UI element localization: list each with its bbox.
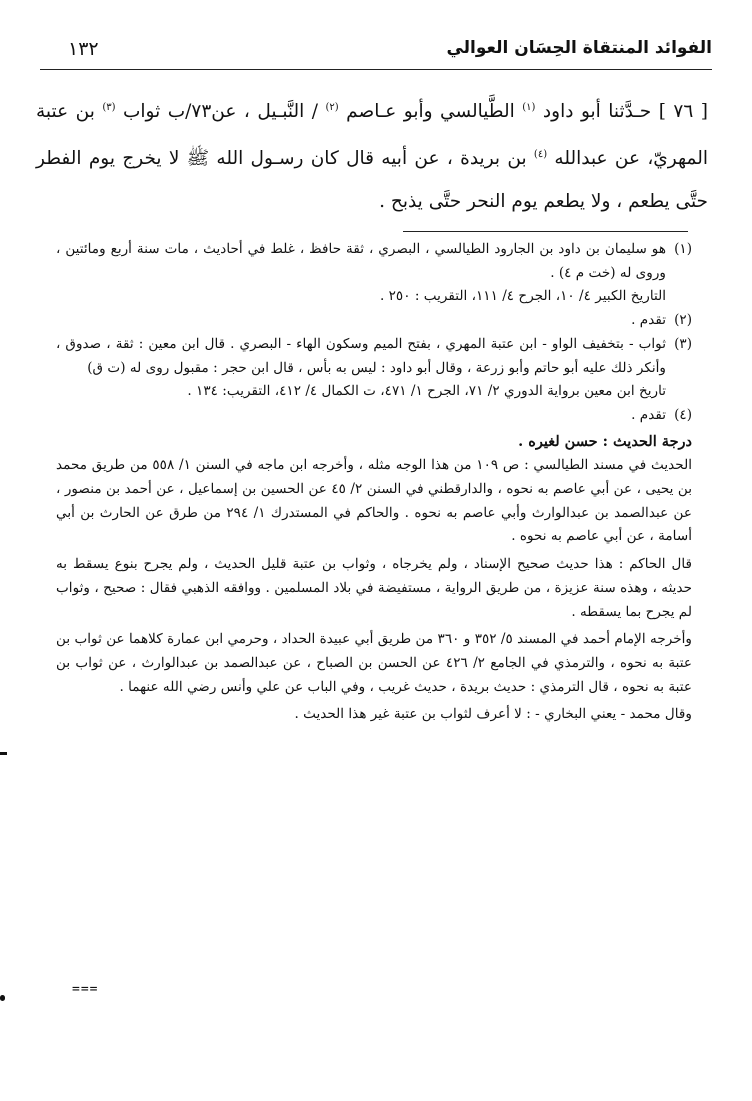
- takhrij-discussion: [56, 454, 692, 727]
- footnote-line: تقدم .: [631, 406, 666, 423]
- footnote-line: ثواب - بتخفيف الواو - ابن عتبة المهري ، بفتح الميم وسكون الهاء - البصري . قال ابن معين : ثقة ، صدوق ، وأنكر ذلك عليه أبو حاتم وأبو زرعة ، وقال أبو داود : ليس به بأس ، قال ابن حجر : مقبول روى له (ت ق): [56, 335, 666, 376]
- footnote-line: تقدم .: [631, 312, 666, 329]
- footnote-marker: (٣): [102, 102, 116, 113]
- footnote: [56, 333, 692, 404]
- discussion-paragraph: وأخرجه الإمام أحمد في المسند ٥/ ٣٥٢ و ٣٦٠ من طريق أبي عبيدة الحداد ، وحرمي ابن عمارة كلاهما عن ثواب بن عتبة به نحوه ، والترمذي في الجامع ٢/ ٤٢٦ عن الحسن بن الصباح ، عن عبدالصمد بن عبدالوارث ، عن ثواب بن عتبة به نحوه ، قال الترمذي : حديث بريدة ، حديث غريب ، وفي الباب عن علي وأنس رضي الله عنهما .: [56, 631, 692, 695]
- book-title: الفوائد المنتقاة الحِسَان العوالي: [446, 38, 712, 58]
- footnotes-section: [56, 238, 692, 727]
- footnote-number: (٤): [674, 406, 692, 423]
- footnote-number: (١): [674, 241, 692, 257]
- footnote-marker: (٤): [533, 149, 548, 161]
- hadith-grade: درجة الحديث : حسن لغيره .: [518, 432, 692, 450]
- footnote-number: (٢): [674, 312, 692, 329]
- hadith-segment: بن بريدة ، عن أبيه قال كان رسـول الله ﷺ لا يخرج يوم الفطر حتَّى يطعم ، ولا يطعم يوم النحر حتَّى يذبح .: [36, 148, 708, 213]
- discussion-paragraph: قال الحاكم : هذا حديث صحيح الإسناد ، ولم يخرجاه ، وثواب بن عتبة قليل الحديث ، ولم يجرح بنوع يسقط به حديثه ، وهذه سنة عزيزة ، من طريق الرواية ، مستفيضة في بلاد المسلمين . ووافقه الذهبي فقال : صحيح ، وثواب لم يجرح بما يسقطه .: [56, 556, 692, 620]
- footnote: [56, 404, 692, 428]
- footnote-marker: (١): [522, 102, 536, 113]
- footnote: [56, 238, 692, 309]
- footnote-marker: (٢): [325, 102, 339, 113]
- hadith-segment: / النَّبـيل ، عن: [211, 101, 326, 123]
- footnote: [56, 309, 692, 333]
- discussion-paragraph: الحديث في مسند الطيالسي : ص ١٠٩ من هذا الوجه مثله ، وأخرجه ابن ماجه في السنن ١/ ٥٥٨ من طريق محمد بن يحيى ، عن أبي عاصم به نحوه ، والدارقطني في السنن ٢/ ٤٥ عن الحسين بن إسماعيل ، عن أحمد بن منصور ، عن عبدالصمد بن عبدالوارث وأبي عاصم به نحوه . والحاكم في المستدرك ١/ ٢٩٤ من طرق عن الحارث بن أبي أسامة ، عن أبي عاصم به نحوه .: [56, 457, 693, 545]
- scan-margin-mark: [0, 752, 7, 755]
- hadith-segment: [ ٧٦ ] حـدَّثنا أبو داود: [535, 101, 708, 123]
- footnote-number: (٣): [674, 335, 692, 352]
- end-mark: ===: [72, 982, 99, 997]
- manuscript-folio-ref: ٧٣/ب: [167, 101, 212, 123]
- discussion-paragraph: وقال محمد - يعني البخاري - : لا أعرف لثواب بن عتبة غير هذا الحديث .: [294, 706, 692, 723]
- scan-margin-mark: [0, 995, 5, 1001]
- hadith-text: [36, 86, 708, 223]
- hadith-segment: بن عتبة المهريّ، عن عبدالله: [36, 101, 708, 170]
- hadith-segment: ثواب: [115, 101, 168, 123]
- footnote-line: تاريخ ابن معين برواية الدوري ٢/ ٧١، الجرح ١/ ٤٧١، ت الكمال ٤/ ٤١٢، التقريب: ١٣٤ .: [187, 383, 666, 400]
- page-number: ١٣٢: [68, 38, 99, 60]
- footnote-line: هو سليمان بن داود بن الجارود الطيالسي ، البصري ، ثقة حافظ ، غلط في أحاديث ، مات سنة أربع ومائتين ، وروى له (خت م ٤) .: [56, 241, 666, 281]
- footnote-separator: [403, 231, 688, 232]
- running-header: [40, 34, 712, 74]
- header-rule: [40, 69, 712, 70]
- footnote-line: التاريخ الكبير ٤/ ١٠، الجرح ٤/ ١١١، التقريب : ٢٥٠ .: [379, 288, 666, 305]
- hadith-segment: الطَّيالسي وأبو عـاصم: [338, 101, 523, 123]
